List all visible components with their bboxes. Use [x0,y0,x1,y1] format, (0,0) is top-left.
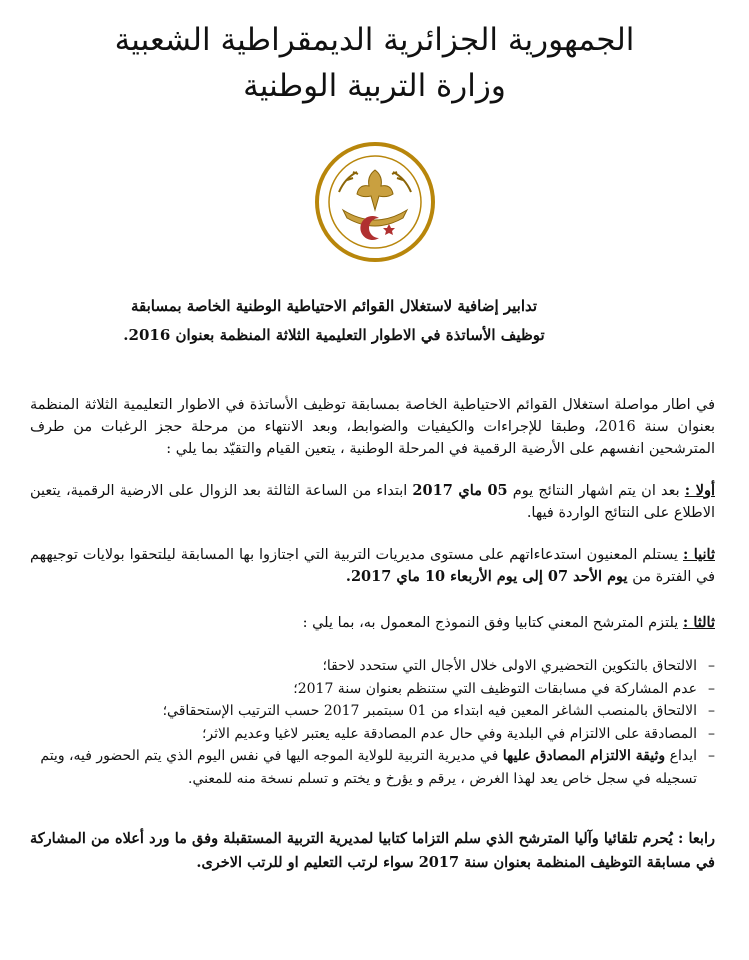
subject-line-1: تدابير إضافية لاستغلال القوائم الاحتياطية الوطنية الخاصة بمسابقة [130,297,538,315]
commitments-list [30,655,715,790]
list-item-deposit [30,745,715,790]
ministry-title: وزارة التربية الوطنية [243,68,506,104]
national-emblem-seal [313,140,437,264]
first-lead: أولا : [684,482,715,499]
second-lead: ثانيا : [683,546,715,563]
fourth-paragraph: رابعا : يُحرم تلقائيا وآليا المترشح الذي سلم التزاما كتابيا لمديرية التربية المستقبلة وفق ما ورد أعلاه من المشاركة في مسابقة التوظيف المنظمة بعنوان سنة 2017 سواء لرتب التعليم او للرتب الاخرى. [30,830,715,871]
list-item: – المصادقة على الالتزام في البلدية وفي حال عدم المصادقة عليه يعتبر لاغيا وعديم الاثر؛ [30,723,715,746]
first-paragraph [30,480,715,524]
second-text-a: يستلم المعنيون استدعاءاتهم على مستوى مديريات التربية التي اجتازوا بها المسابقة ليلتحقوا بولايات توجيههم في الفترة من [30,547,715,585]
intro-paragraph: في اطار مواصلة استغلال القوائم الاحتياطية الخاصة بمسابقة توظيف الأساتذة في الاطوار التعليمية الثلاثة المنظمة بعنوان سنة 2016، وطبقا للإجراءات والكيفيات والضوابط، وبعد الانتهاء من مرحلة حجز الرغبات من طرف المترشحين انفسهم على الأرضية الرقمية في المرحلة الوطنية ، يتعين القيام والتقيّد بما يلي : [30,397,715,457]
first-text-a: بعد ان يتم اشهار النتائج يوم [507,483,685,499]
deposit-text-a: ايداع [665,748,697,764]
first-date: 05 ماي 2017 [412,482,508,499]
second-period: يوم الأحد 07 إلى يوم الأربعاء 10 ماي 2017. [345,568,628,585]
document-subject [60,292,608,350]
third-text: يلتزم المترشح المعني كتابيا وفق النموذج المعمول به، بما يلي : [302,615,683,631]
third-paragraph [30,612,715,634]
deposit-text-b: في مديرية التربية للولاية الموجه اليها في نفس اليوم الذي يتم الحضور فيه، ويتم تسجيله في سجل خاص يعد لهذا الغرض ، يرقم و يؤرخ و يختم و تسلم نسخة منه للمعني. [40,748,697,787]
list-item: – عدم المشاركة في مسابقات التوظيف التي ستنظم بعنوان سنة 2017؛ [30,678,715,701]
subject-line-2: توظيف الأساتذة في الاطوار التعليمية الثلاثة المنظمة بعنوان 2016. [123,326,545,344]
republic-title: الجمهورية الجزائرية الديمقراطية الشعبية [114,22,635,58]
deposit-document-name: وثيقة الالتزام المصادق عليها [502,748,666,764]
list-item: – الالتحاق بالمنصب الشاغر المعين فيه ابتداء من 01 سبتمبر 2017 حسب الترتيب الإستحقاقي؛ [30,700,715,723]
third-lead: ثالثا : [682,614,715,631]
first-text-b: ابتداء من الساعة الثالثة بعد الزوال على الارضية الرقمية، يتعين الاطلاع على النتائج الواردة فيها. [30,483,715,521]
second-paragraph [30,544,715,588]
list-item: – الالتحاق بالتكوين التحضيري الاولى خلال الأجال التي ستحدد لاحقا؛ [30,655,715,678]
